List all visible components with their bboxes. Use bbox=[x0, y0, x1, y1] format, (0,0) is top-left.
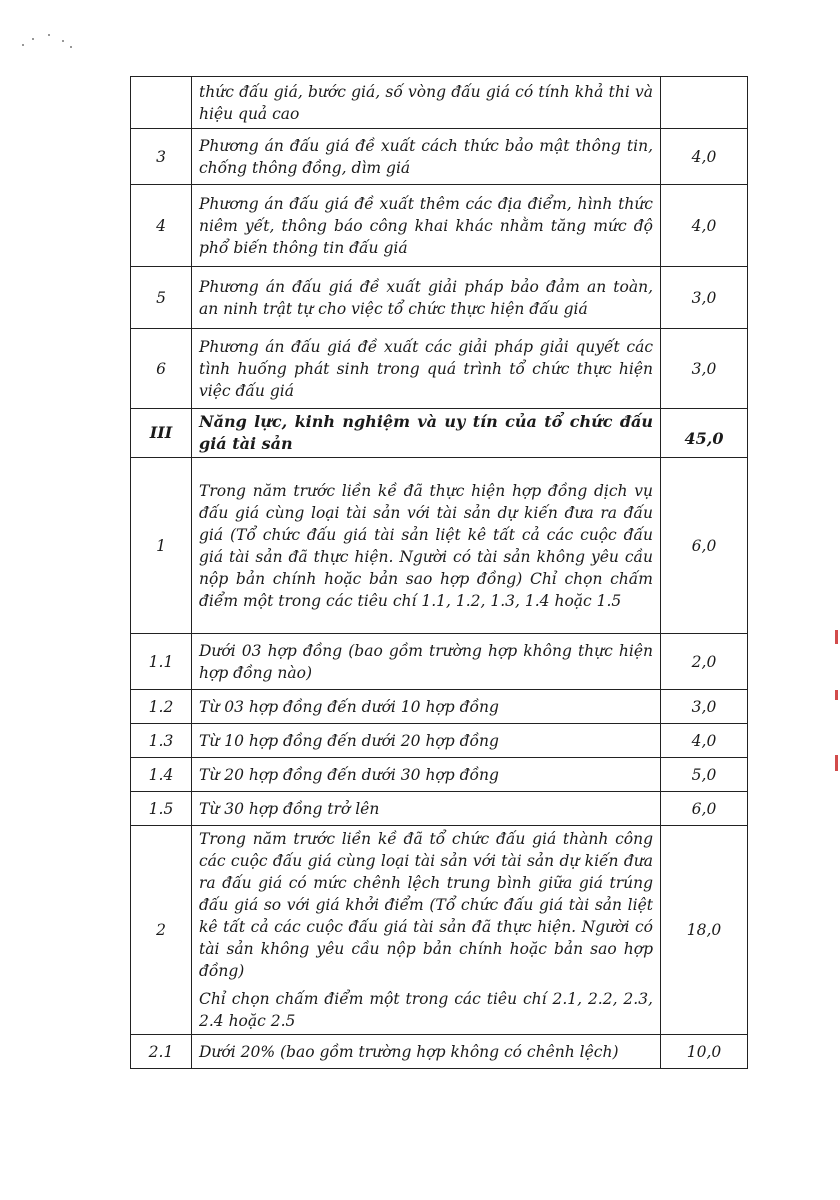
section-score: 45,0 bbox=[661, 409, 748, 458]
table-row bbox=[131, 1035, 748, 1069]
row-score: 18,0 bbox=[661, 826, 748, 1035]
row-score: 4,0 bbox=[661, 724, 748, 758]
row-number: 1 bbox=[131, 458, 192, 634]
row-number: 1.1 bbox=[131, 634, 192, 690]
row-number: 1.3 bbox=[131, 724, 192, 758]
table-row bbox=[131, 758, 748, 792]
row-number: 2 bbox=[131, 826, 192, 1035]
row-content: Phương án đấu giá đề xuất giải pháp bảo đảm an toàn, an ninh trật tự cho việc tổ chức thực hiện đấu giá bbox=[192, 267, 661, 329]
row-content-note: Chỉ chọn chấm điểm một trong các tiêu chí 2.1, 2.2, 2.3, 2.4 hoặc 2.5 bbox=[199, 990, 653, 1030]
row-content: thức đấu giá, bước giá, số vòng đấu giá có tính khả thi và hiệu quả cao bbox=[192, 77, 661, 129]
stamp-edge-mark bbox=[835, 690, 838, 700]
table-row bbox=[131, 724, 748, 758]
row-number: 5 bbox=[131, 267, 192, 329]
speck bbox=[70, 46, 72, 48]
row-score: 6,0 bbox=[661, 792, 748, 826]
section-row bbox=[131, 409, 748, 458]
row-number bbox=[131, 77, 192, 129]
row-score bbox=[661, 77, 748, 129]
row-number: 4 bbox=[131, 185, 192, 267]
row-content: Phương án đấu giá đề xuất các giải pháp giải quyết các tình huống phát sinh trong quá trình tổ chức thực hiện việc đấu giá bbox=[192, 329, 661, 409]
table-row bbox=[131, 77, 748, 129]
row-score: 4,0 bbox=[661, 185, 748, 267]
row-score: 10,0 bbox=[661, 1035, 748, 1069]
speck bbox=[22, 44, 24, 46]
row-content: Từ 03 hợp đồng đến dưới 10 hợp đồng bbox=[192, 690, 661, 724]
stamp-edge-mark bbox=[835, 755, 838, 771]
table-row bbox=[131, 826, 748, 1035]
row-content-text: Trong năm trước liền kề đã tổ chức đấu giá thành công các cuộc đấu giá cùng loại tài sản với tài sản dự kiến đưa ra đấu giá có mức chênh lệch trung bình giữa giá trúng đấu giá so với giá khởi điểm (Tổ chức đấu giá tài sản liệt kê tất cả các cuộc đấu giá tài sản đã thực hiện. Người có tài sản không yêu cầu nộp bản chính hoặc bản sao hợp đồng) bbox=[199, 830, 653, 980]
table-row bbox=[131, 129, 748, 185]
row-content: Dưới 20% (bao gồm trường hợp không có chênh lệch) bbox=[192, 1035, 661, 1069]
speck bbox=[32, 38, 34, 40]
stamp-edge-mark bbox=[835, 630, 838, 644]
speck bbox=[48, 34, 50, 36]
row-number: 1.2 bbox=[131, 690, 192, 724]
row-number: 1.5 bbox=[131, 792, 192, 826]
table-row bbox=[131, 634, 748, 690]
table-row bbox=[131, 792, 748, 826]
row-content: Từ 30 hợp đồng trở lên bbox=[192, 792, 661, 826]
scoring-table bbox=[130, 76, 748, 1069]
speck bbox=[62, 40, 64, 42]
table-row bbox=[131, 185, 748, 267]
table-row bbox=[131, 267, 748, 329]
section-number: III bbox=[131, 409, 192, 458]
row-content: Dưới 03 hợp đồng (bao gồm trường hợp không thực hiện hợp đồng nào) bbox=[192, 634, 661, 690]
section-title: Năng lực, kinh nghiệm và uy tín của tổ chức đấu giá tài sản bbox=[192, 409, 661, 458]
row-content bbox=[192, 826, 661, 1035]
row-score: 3,0 bbox=[661, 329, 748, 409]
table-row bbox=[131, 458, 748, 634]
row-score: 5,0 bbox=[661, 758, 748, 792]
table-row bbox=[131, 329, 748, 409]
row-number: 2.1 bbox=[131, 1035, 192, 1069]
row-score: 4,0 bbox=[661, 129, 748, 185]
row-score: 3,0 bbox=[661, 690, 748, 724]
scan-specks bbox=[18, 30, 78, 60]
row-content: Từ 10 hợp đồng đến dưới 20 hợp đồng bbox=[192, 724, 661, 758]
row-content: Phương án đấu giá đề xuất thêm các địa điểm, hình thức niêm yết, thông báo công khai khác nhằm tăng mức độ phổ biến thông tin đấu giá bbox=[192, 185, 661, 267]
row-number: 6 bbox=[131, 329, 192, 409]
row-content: Trong năm trước liền kề đã thực hiện hợp đồng dịch vụ đấu giá cùng loại tài sản với tài sản dự kiến đưa ra đấu giá (Tổ chức đấu giá tài sản liệt kê tất cả các cuộc đấu giá tài sản đã thực hiện. Người có tài sản không yêu cầu nộp bản chính hoặc bản sao hợp đồng) Chỉ chọn chấm điểm một trong các tiêu chí 1.1, 1.2, 1.3, 1.4 hoặc 1.5 bbox=[192, 458, 661, 634]
row-number: 1.4 bbox=[131, 758, 192, 792]
row-score: 2,0 bbox=[661, 634, 748, 690]
table-row bbox=[131, 690, 748, 724]
row-score: 6,0 bbox=[661, 458, 748, 634]
row-number: 3 bbox=[131, 129, 192, 185]
row-content: Từ 20 hợp đồng đến dưới 30 hợp đồng bbox=[192, 758, 661, 792]
row-score: 3,0 bbox=[661, 267, 748, 329]
row-content: Phương án đấu giá đề xuất cách thức bảo mật thông tin, chống thông đồng, dìm giá bbox=[192, 129, 661, 185]
